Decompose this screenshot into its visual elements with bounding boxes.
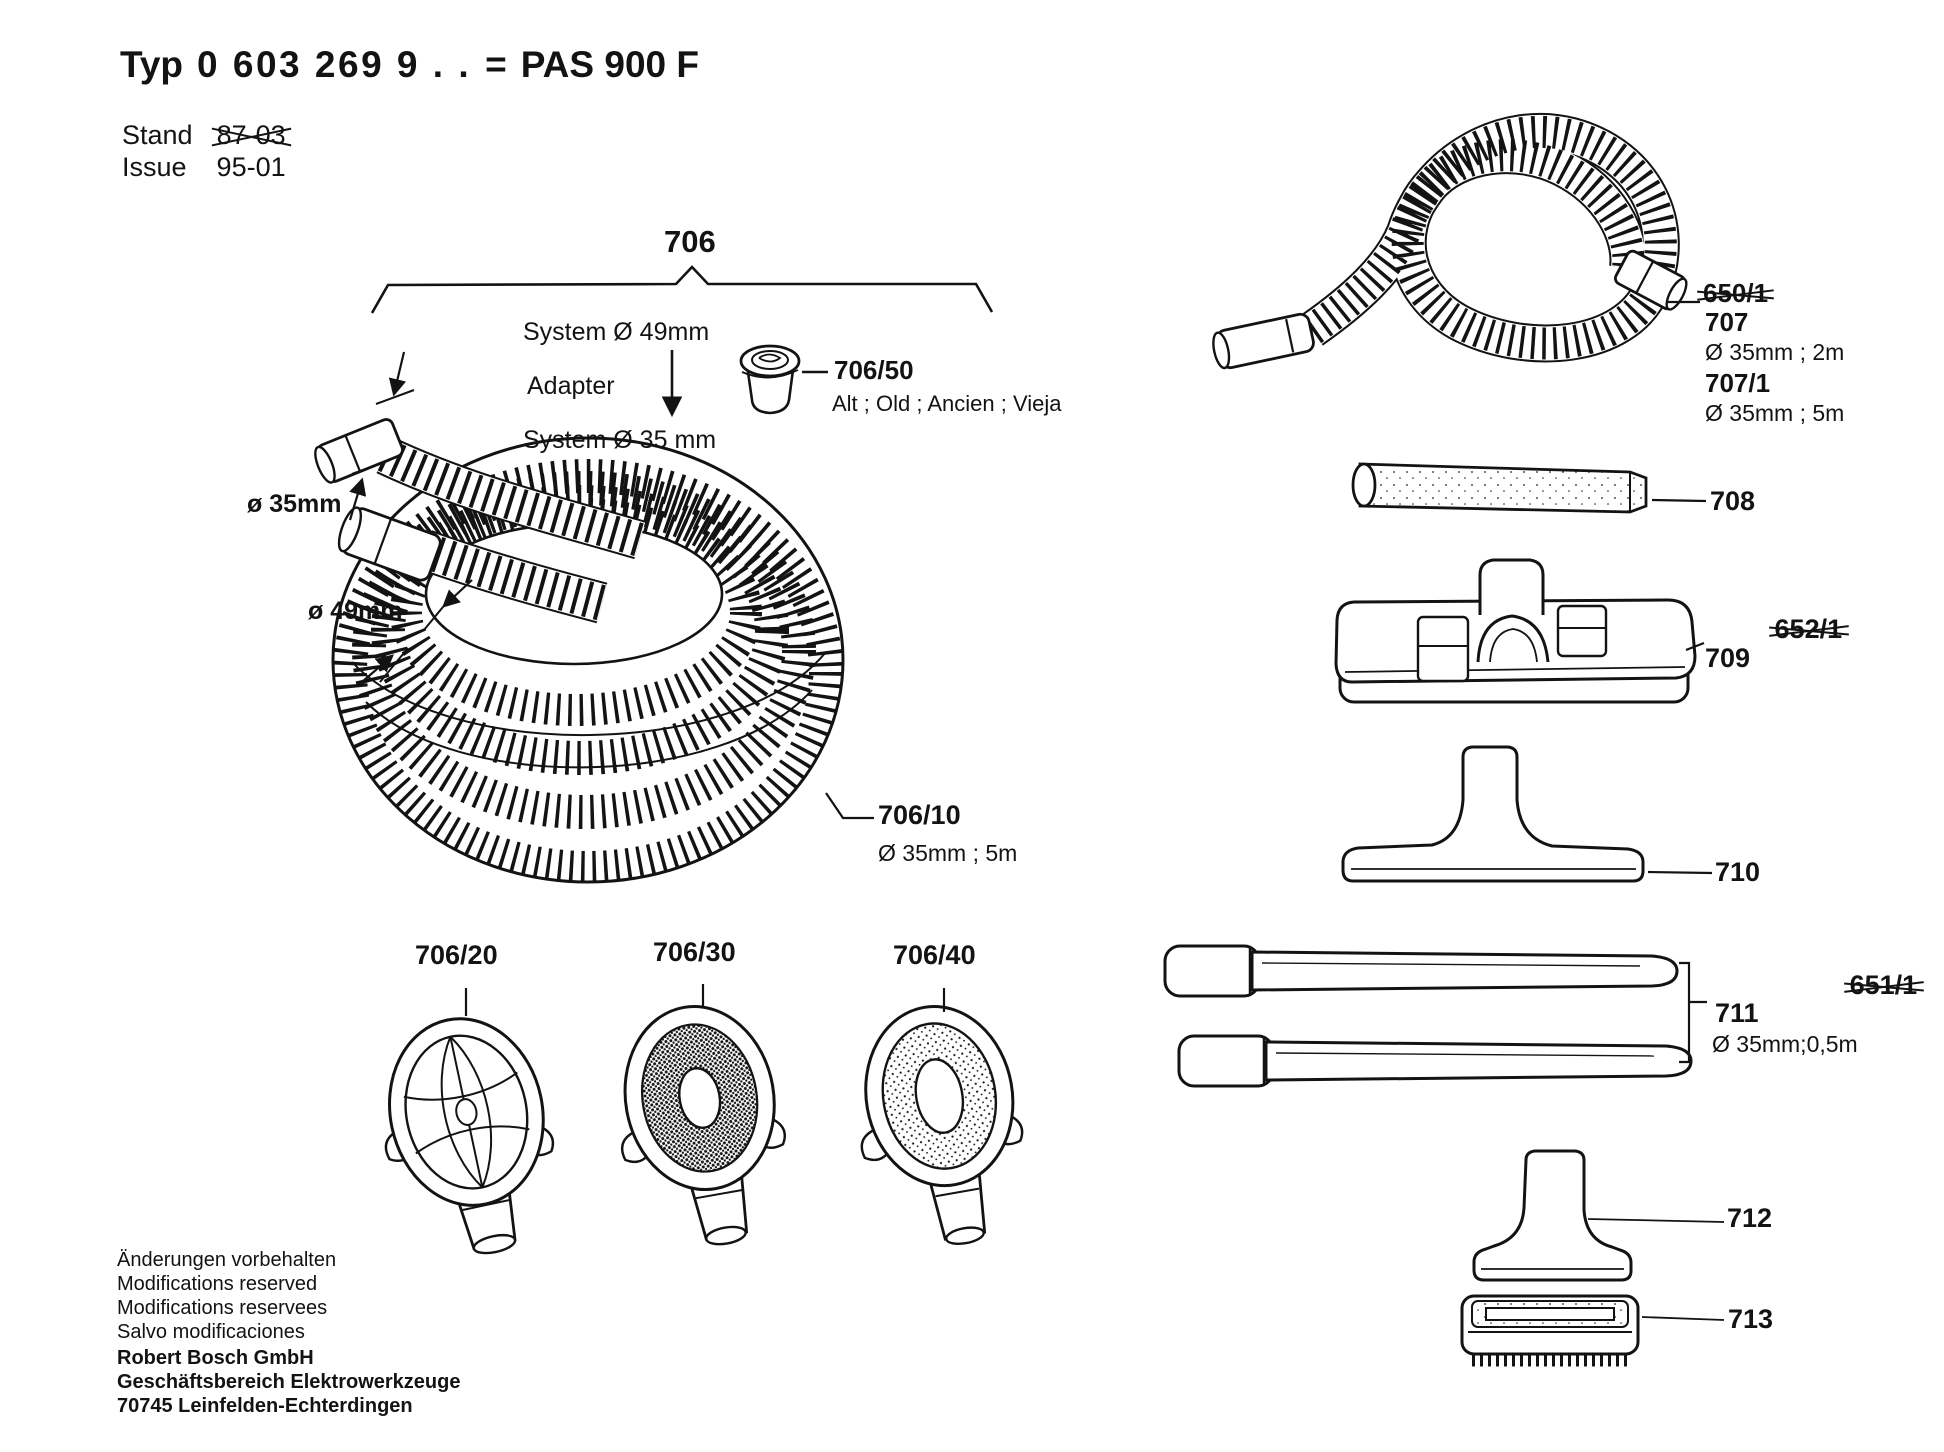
part-number-706-50: 706/50 [834, 355, 914, 385]
part-706-10-spec: Ø 35mm ; 5m [878, 840, 1018, 866]
part-number-706-20: 706/20 [415, 940, 498, 970]
company-name: Robert Bosch GmbH [117, 1347, 314, 1369]
company-address [117, 1346, 460, 1418]
equals-sign: = [485, 44, 507, 85]
model-name: PAS 900 F [520, 44, 699, 85]
part-number-651-1-old: 651/1 [1849, 970, 1918, 1000]
system-49-label: System Ø 49mm [523, 318, 710, 346]
nozzle-706-40-drawing [840, 994, 1040, 1258]
company-division: Geschäftsbereich Elektrowerkzeuge [117, 1371, 461, 1393]
nozzle-706-30-drawing [600, 994, 802, 1259]
adapter-706-50-drawing [741, 346, 799, 413]
note-de: Änderungen vorbehalten [117, 1249, 337, 1271]
adapter-label: Adapter [527, 372, 615, 400]
system-35-label: System Ø 35 mm [523, 426, 717, 454]
part-number-652-1-old: 652/1 [1774, 614, 1843, 644]
part-number-708: 708 [1710, 486, 1756, 516]
upholstery-nozzle-712-drawing [1474, 1151, 1631, 1280]
floor-nozzle-709-drawing [1336, 560, 1695, 702]
document-title [120, 44, 699, 86]
crevice-nozzle-708-drawing [1353, 464, 1646, 512]
issue-line [122, 152, 286, 183]
part-number-713: 713 [1728, 1304, 1774, 1334]
wide-nozzle-710-drawing [1343, 747, 1643, 881]
typ-number: 0 603 269 9 . . [197, 44, 472, 85]
modification-notes [117, 1248, 336, 1344]
typ-label: Typ [120, 44, 184, 85]
part-number-712: 712 [1727, 1203, 1773, 1233]
part-number-706-40: 706/40 [893, 940, 976, 970]
part-number-706-10: 706/10 [878, 800, 961, 830]
hose-dim-35: ø 35mm [247, 490, 342, 518]
part-707-spec: Ø 35mm ; 2m [1705, 339, 1845, 365]
part-number-710: 710 [1715, 857, 1761, 887]
part-711-spec: Ø 35mm;0,5m [1712, 1031, 1858, 1057]
note-fr: Modifications reservees [117, 1297, 328, 1319]
part-number-711: 711 [1715, 998, 1759, 1028]
company-city: 70745 Leinfelden-Echterdingen [117, 1395, 413, 1417]
issue-value: 95-01 [216, 152, 286, 182]
group-706-label: 706 [664, 224, 716, 259]
brace-706 [372, 267, 992, 313]
part-number-707-1: 707/1 [1705, 368, 1771, 398]
nozzle-706-20-drawing [362, 1004, 573, 1270]
hose-706-10-drawing [311, 417, 843, 882]
part-number-650-1-old: 650/1 [1703, 278, 1769, 308]
part-706-50-note: Alt ; Old ; Ancien ; Vieja [832, 391, 1062, 416]
brush-nozzle-713-drawing [1462, 1296, 1638, 1360]
part-707-1-spec: Ø 35mm ; 5m [1705, 400, 1845, 426]
extension-tubes-711-drawing [1165, 946, 1691, 1086]
part-number-707: 707 [1705, 307, 1749, 337]
note-en: Modifications reserved [117, 1273, 318, 1295]
stand-label: Stand [122, 120, 193, 150]
issue-label: Issue [122, 152, 187, 182]
stand-value-crossed: 87-03 [216, 120, 286, 150]
part-number-706-30: 706/30 [653, 937, 736, 967]
note-es: Salvo modificaciones [117, 1321, 305, 1343]
hose-707-drawing [1210, 132, 1690, 371]
part-number-709: 709 [1705, 643, 1751, 673]
hose-dim-49: ø 49mm [308, 597, 403, 625]
stand-line [122, 120, 286, 151]
